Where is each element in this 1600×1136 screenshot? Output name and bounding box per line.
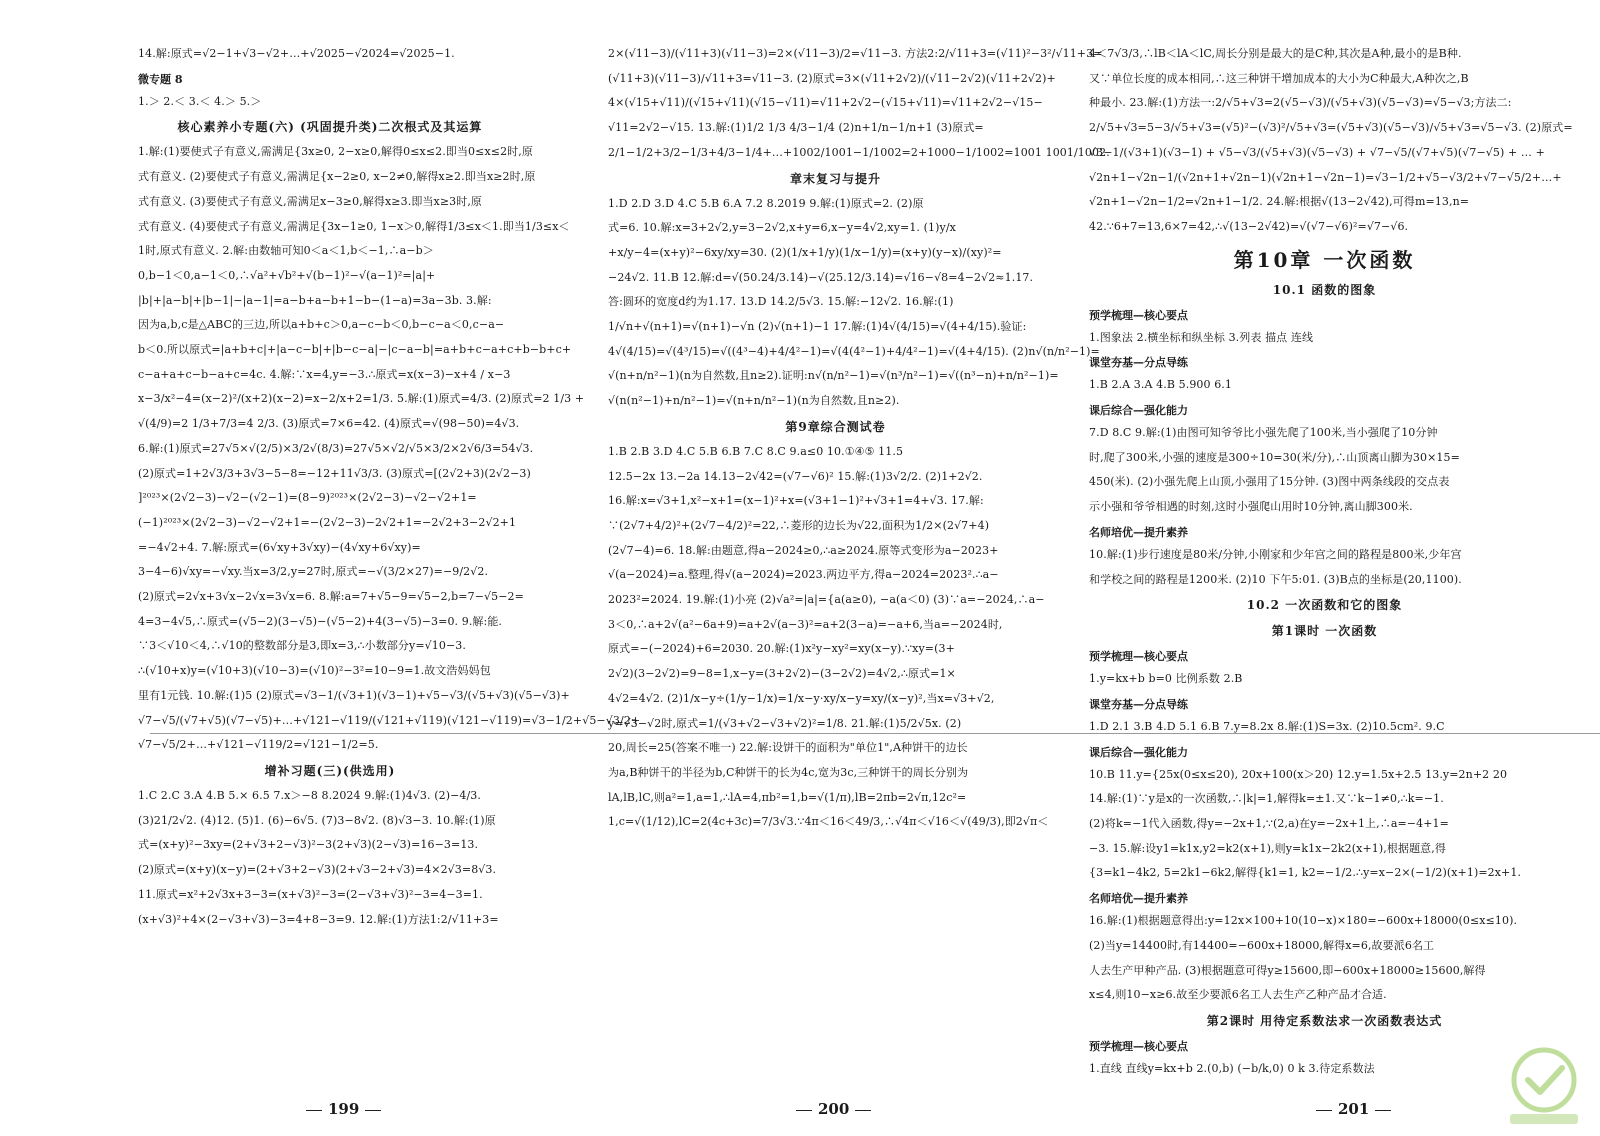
page-number-text: 199	[328, 1100, 360, 1118]
answer-line: lA,lB,lC,则a²=1,a=1,∴lA=4,πb²=1,b=√(1/π),lB=2πb=2√π,12c²=	[608, 790, 967, 804]
lesson-title: 第1课时 一次函数	[1271, 624, 1378, 639]
answer-line: 12.5−2x 13.−2a 14.13−2√42=(√7−√6)² 15.解:(1)3√2/2. (2)1+2√2.	[608, 469, 983, 483]
section-title: 章末复习与提升	[789, 171, 881, 186]
answer-line: √3−1/(√3+1)(√3−1) + √5−√3/(√5+√3)(√5−√3) + √7−√5/(√7+√5)(√7−√5) + … +	[1089, 145, 1545, 159]
column-content	[1089, 46, 1573, 1076]
answer-line: 答:圆环的宽度d约为1.17. 13.D 14.2/5√3. 15.解:−12√2. 16.解:(1)	[608, 295, 954, 309]
answer-line: x≤4,则10−x≥6.故至少要派6名工人去生产乙种产品才合适.	[1089, 988, 1387, 1002]
section-title: 增补习题(三)(供选用)	[264, 763, 396, 778]
answer-line: +x/y−4=(x+y)²−6xy/xy=30. (2)(1/x+1/y)(1/x−1/y)=(x+y)(y−x)/(xy)²=	[608, 245, 1002, 259]
answer-line: 式有意义. (4)要使式子有意义,需满足{3x−1≥0, 1−x＞0,解得1/3≤x＜1.即当1/3≤x＜	[138, 219, 570, 233]
column-content	[138, 46, 641, 1076]
answer-line: 1,c=√(1/12),lC=2(4c+3c)=7/3√3.∵4π＜16＜49/3,∴√4π＜√16＜√(49/3),即2√π＜	[608, 815, 1049, 829]
answer-line: (√11+3)(√11−3)/√11+3=√11−3. (2)原式=3×(√11+2√2)/(√11−2√2)(√11+2√2)+	[608, 71, 1056, 85]
answer-line: 42.∵6+7=13,6×7=42,∴√(13−2√42)=√(√7−√6)²=√7−√6.	[1089, 219, 1409, 233]
dash-decoration	[855, 1110, 871, 1111]
page-number	[1310, 1100, 1397, 1118]
answer-line: 14.解:(1)∵y是x的一次函数,∴|k|=1,解得k=±1.又∵k−1≠0,∴k=−1.	[1089, 792, 1444, 806]
subsection-heading: 预学梳理—核心要点	[1089, 1039, 1188, 1053]
answer-line: (2√7−4)=6. 18.解:由题意,得a−2024≥0,∴a≥2024.原等式变形为a−2023+	[608, 543, 999, 557]
answer-line: x−3/x²−4=(x−2)²/(x+2)(x−2)=x−2/x+2=1/3. 5.解:(1)原式=4/3. (2)原式=2 1/3 +	[138, 392, 585, 406]
page-number-text: 200	[818, 1100, 850, 1118]
section-title: 10.1 函数的图象	[1272, 282, 1377, 297]
answer-line: √2n+1−√2n−1/(√2n+1+√2n−1)(√2n+1−√2n−1)=√3−1/2+√5−√3/2+√7−√5/2+…+	[1089, 170, 1562, 184]
answer-line: 2√2)(3−2√2)=9−8=1,x−y=(3+2√2)−(3−2√2)=4√2,∴原式=1×	[608, 667, 956, 681]
answer-line: 式=(x+y)²−3xy=(2+√3+2−√3)²−3(2+√3)(2−√3)=16−3=13.	[138, 838, 479, 852]
dash-decoration	[1375, 1110, 1391, 1111]
answer-line: 1.B 2.A 3.A 4.B 5.900 6.1	[1089, 378, 1233, 392]
answer-line: (2)原式=1+2√3/3+3√3−5−8=−12+11√3/3. (3)原式=[(2√2+3)(2√2−3)	[138, 466, 531, 480]
mxqe-logo-icon	[1500, 1040, 1588, 1128]
answer-line: (2)将k=−1代入函数,得y=−2x+1,∵(2,a)在y=−2x+1上,∴a=−4+1=	[1089, 817, 1449, 831]
answer-line: 2/1−1/2+3/2−1/3+4/3−1/4+…+1002/1001−1/1002=2+1000−1/1002=1001 1001/1002.	[608, 145, 1110, 159]
subsection-heading: 预学梳理—核心要点	[1089, 650, 1188, 664]
answer-line: √11=2√2−√15. 13.解:(1)1/2 1/3 4/3−1/4 (2)n+1/n−1/n+1 (3)原式=	[608, 121, 984, 135]
answer-line: 14.解:原式=√2−1+√3−√2+…+√2025−√2024=√2025−1.	[138, 47, 455, 60]
page-number	[790, 1100, 877, 1118]
answer-line: =−4√2+4. 7.解:原式=(6√xy+3√xy)−(4√xy+6√xy)=	[138, 540, 421, 554]
page-201	[1075, 0, 1600, 1136]
answer-line: (2)原式=(x+y)(x−y)=(2+√3+2−√3)(2+√3−2+√3)=4×2√3=8√3.	[138, 863, 497, 877]
page-number	[300, 1100, 387, 1118]
page-200	[540, 0, 1110, 1136]
answer-line: 1.D 2.D 3.D 4.C 5.B 6.A 7.2 8.2019 9.解:(1)原式=2. (2)原	[608, 196, 924, 210]
answer-line: 1/√n+√(n+1)=√(n+1)−√n (2)√(n+1)−1 17.解:(1)4√(4/15)=√(4+4/15).验证:	[608, 320, 1027, 334]
answer-line: 4=3−4√5,∴原式=(√5−2)(3−√5)−(√5−2)+4(3−√5)−3=0. 9.解:能.	[138, 614, 503, 628]
answer-line: 原式=−(−2024)+6=2030. 20.解:(1)x²y−xy²=xy(x−y).∵xy=(3+	[608, 642, 955, 656]
answer-line: 和学校之间的路程是1200米. (2)10 下午5:01. (3)B点的坐标是(20,1100).	[1089, 572, 1462, 586]
dash-decoration	[306, 1110, 322, 1111]
answer-line: ]²⁰²³×(2√2−3)−√2−(√2−1)=(8−9)²⁰²³×(2√2−3)−√2−√2+1=	[138, 491, 477, 505]
answer-line: 0,b−1＜0,a−1＜0,∴√a²+√b²+√(b−1)²−√(a−1)²=|a|+	[138, 268, 436, 282]
answer-line: √(4/9)=2 1/3+7/3=4 2/3. (3)原式=7×6=42. (4)原式=√(98−50)=4√3.	[138, 417, 520, 431]
dash-decoration	[365, 1110, 381, 1111]
answer-line: −24√2. 11.B 12.解:d=√(50.24/3.14)−√(25.12/3.14)=√16−√8=4−2√2≈1.17.	[608, 270, 1034, 284]
answer-line: 为a,B种饼干的半径为b,C种饼干的长为4c,宽为3c,三种饼干的周长分别为	[608, 765, 969, 779]
answer-line: √2n+1−√2n−1/2=√2n+1−1/2. 24.解:根据√(13−2√42),可得m=13,n=	[1089, 195, 1470, 209]
answer-line: √(n(n²−1)+n/n²−1)=√(n+n/n²−1)(n为自然数,且n≥2).	[608, 394, 900, 408]
answer-line: 2/√5+√3=5−3/√5+√3=(√5)²−(√3)²/√5+√3=(√5+√3)(√5−√3)/√5+√3=√5−√3. (2)原式=	[1089, 121, 1573, 135]
answer-line: 1.＞ 2.＜ 3.＜ 4.＞ 5.＞	[138, 94, 262, 108]
dash-decoration	[796, 1110, 812, 1111]
section-title: 10.2 一次函数和它的图象	[1246, 598, 1403, 613]
answer-line: 1.y=kx+b b=0 比例系数 2.B	[1089, 672, 1243, 686]
answer-line: 1.图象法 2.横坐标和纵坐标 3.列表 描点 连线	[1089, 330, 1314, 344]
answer-line: √(a−2024)=a.整理,得√(a−2024)=2023.两边平方,得a−2024=2023².∴a−	[608, 568, 999, 582]
answer-line: √7−√5/(√7+√5)(√7−√5)+…+√121−√119/(√121+√119)(√121−√119)=√3−1/2+√5−√3/2+	[138, 713, 641, 727]
answer-line: 4＜7√3/3,∴lB＜lA＜lC,周长分别是最大的是C种,其次是A种,最小的是B种.	[1089, 47, 1462, 60]
answer-line: 11.原式=x²+2√3x+3−3=(x+√3)²−3=(2−√3+√3)²−3=4−3=1.	[138, 887, 483, 901]
answer-line: 式有意义. (3)要使式子有意义,需满足x−3≥0,解得x≥3.即当x≥3时,原	[138, 194, 483, 208]
section-title: 核心素养小专题(六) (巩固提升类)二次根式及其运算	[177, 120, 483, 135]
answer-line: ∵3＜√10＜4,∴√10的整数部分是3,即x=3,∴小数部分y=√10−3.	[138, 639, 466, 653]
answer-line: 1.C 2.C 3.A 4.B 5.× 6.5 7.x＞−8 8.2024 9.解:(1)4√3. (2)−4/3.	[138, 788, 482, 802]
answer-line: 示小强和爷爷相遇的时刻,这时小强爬山用时10分钟,离山脚300米.	[1089, 500, 1413, 514]
answer-line: 16.解:x=√3+1,x²−x+1=(x−1)²+x=(√3+1−1)²+√3+1=4+√3. 17.解:	[608, 494, 984, 508]
answer-line: |b|+|a−b|+|b−1|−|a−1|=a−b+a−b+1−b−(1−a)=3a−3b. 3.解:	[138, 293, 492, 307]
answer-line: 里有1元钱. 10.解:(1)5 (2)原式=√3−1/(√3+1)(√3−1)+√5−√3/(√5+√3)(√5−√3)+	[138, 688, 570, 702]
subsection-heading: 预学梳理—核心要点	[1089, 308, 1188, 322]
answer-line: 10.B 11.y={25x(0≤x≤20), 20x+100(x＞20) 12.y=1.5x+2.5 13.y=2n+2 20	[1089, 767, 1508, 781]
answer-line: 时,爬了300米,小强的速度是300÷10=30(米/分),∴山顶离山脚为30×15=	[1089, 450, 1460, 464]
answer-line: 4√(4/15)=√(4³/15)=√((4³−4)+4/4²−1)=√(4(4²−1)+4/4²−1)=√(4+4/15). (2)n√(n/n²−1)=	[608, 344, 1100, 358]
answer-line: y=√3−√2时,原式=1/(√3+√2−√3+√2)²=1/8. 21.解:(1)5/2√5x. (2)	[608, 716, 962, 730]
answer-line: √(n+n/n²−1)(n为自然数,且n≥2).证明:n√(n/n²−1)=√(n³/n²−1)=√((n³−n)+n/n²−1)=	[608, 369, 1059, 383]
answer-line: 又∵单位长度的成本相同,∴这三种饼干增加成本的大小为C种最大,A种次之,B	[1089, 71, 1469, 85]
page-199	[0, 0, 641, 1136]
dash-decoration	[1316, 1110, 1332, 1111]
answer-line: 2023²=2024. 19.解:(1)小亮 (2)√a²=|a|={a(a≥0), −a(a＜0) (3)∵a=−2024,∴a−	[608, 593, 1045, 607]
answer-line: −3. 15.解:设y1=k1x,y2=k2(x+1),则y=k1x−2k2(x+1),根据题意,得	[1089, 841, 1446, 855]
answer-line: 6.解:(1)原式=27√5×√(2/5)×3/2√(8/3)=27√5×√2/√5×3/2×2√6/3=54√3.	[138, 441, 534, 455]
answer-line: b＜0.所以原式=|a+b+c|+|a−c−b|+|b−c−a|−|c−a−b|=a+b+c−a+c+b−b+c+	[138, 343, 572, 357]
answer-line: 人去生产甲种产品. (3)根据题意可得y≥15600,即−600x+18000≥15600,解得	[1089, 963, 1486, 977]
answer-line: 1.解:(1)要使式子有意义,需满足{3x≥0, 2−x≥0,解得0≤x≤2.即当0≤x≤2时,原	[138, 145, 533, 159]
subsection-heading: 课堂夯基—分点导练	[1089, 356, 1188, 370]
answer-line: 10.解:(1)步行速度是80米/分钟,小刚家和少年宫之间的路程是800米,少年宫	[1089, 547, 1462, 561]
answer-line: (2)原式=2√x+3√x−2√x=3√x=6. 8.解:a=7+√5−9=√5−2,b=7−√5−2=	[138, 590, 524, 604]
chapter-title: 第10章 一次函数	[1233, 247, 1416, 272]
subsection-heading: 名师培优—提升素养	[1089, 525, 1188, 539]
answer-line: 1.直线 直线y=kx+b 2.(0,b) (−b/k,0) 0 k 3.待定系数法	[1089, 1061, 1375, 1075]
section-title: 第9章综合测试卷	[785, 419, 886, 434]
answer-line: (−1)²⁰²³×(2√2−3)−√2−√2+1=−(2√2−3)−2√2+1=−2√2+3−2√2+1	[138, 515, 517, 529]
answer-line: ∴(√10+x)y=(√10+3)(√10−3)=(√10)²−3²=10−9=1.故文浩妈妈包	[138, 664, 491, 678]
subsection-heading: 课后综合—强化能力	[1089, 745, 1188, 759]
answer-line: 1.D 2.1 3.B 4.D 5.1 6.B 7.y=8.2x 8.解:(1)S=3x. (2)10.5cm². 9.C	[1089, 719, 1445, 733]
answer-line: c−a+a+c−b−a+c=4c. 4.解:∵x=4,y=−3.∴原式=x(x−3)−x+4 / x−3	[138, 367, 511, 381]
answer-line: 3−4−6)√xy=−√xy.当x=3/2,y=27时,原式=−√(3/2×27)=−9/2√2.	[138, 565, 489, 579]
answer-line: 2×(√11−3)/(√11+3)(√11−3)=2×(√11−3)/2=√11−3. 方法2:2/√11+3=(√11)²−3²/√11+3=	[608, 47, 1103, 60]
answer-line: 4√2=4√2. (2)1/x−y÷(1/y−1/x)=1/x−y·xy/x−y=xy/(x−y)²,当x=√3+√2,	[608, 691, 995, 705]
answer-line: {3=k1−4k2, 5=2k1−6k2,解得{k1=1, k2=−1/2.∴y=x−2×(−1/2)(x+1)=2x+1.	[1089, 866, 1522, 880]
answer-line: 式=6. 10.解:x=3+2√2,y=3−2√2,x+y=6,x−y=4√2,xy=1. (1)y/x	[608, 221, 956, 235]
answer-line: 7.D 8.C 9.解:(1)由图可知爷爷比小强先爬了100米,当小强爬了10分钟	[1089, 426, 1438, 440]
answer-line: 1.B 2.B 3.D 4.C 5.B 6.B 7.C 8.C 9.a≤0 10.①④⑤ 11.5	[608, 444, 904, 458]
subsection-heading: 课堂夯基—分点导练	[1089, 697, 1188, 711]
column-content	[608, 46, 1110, 1076]
answer-line: 种最小. 23.解:(1)方法一:2/√5+√3=2(√5−√3)/(√5+√3)(√5−√3)=√5−√3;方法二:	[1089, 96, 1512, 110]
subsection-heading: 名师培优—提升素养	[1089, 892, 1188, 906]
answer-line: 3＜0,∴a+2√(a²−6a+9)=a+2√(a−3)²=a+2(3−a)=−a+6,当a=−2024时,	[608, 617, 1003, 631]
answer-line: √7−√5/2+…+√121−√119/2=√121−1/2=5.	[138, 738, 379, 752]
answer-line: 20,周长=25(答案不唯一) 22.解:设饼干的面积为"单位1",A种饼干的边长	[608, 741, 968, 755]
page-number-text: 201	[1338, 1100, 1370, 1118]
answer-line: 16.解:(1)根据题意得出:y=12x×100+10(10−x)×180=−600x+18000(0≤x≤10).	[1089, 914, 1518, 928]
answer-line: 因为a,b,c是△ABC的三边,所以a+b+c＞0,a−c−b＜0,b−c−a＜0,c−a−	[138, 318, 505, 332]
answer-line: (2)当y=14400时,有14400=−600x+18000,解得x=6,故要派6名工	[1089, 938, 1435, 952]
answer-line: (3)21/2√2. (4)12. (5)1. (6)−6√5. (7)3−8√2. (8)√3−3. 10.解:(1)原	[138, 813, 496, 827]
answer-line: 1时,原式有意义. 2.解:由数轴可知0＜a＜1,b＜−1,∴a−b＞	[138, 244, 434, 258]
answer-line: 450(米). (2)小强先爬上山顶,小强用了15分钟. (3)图中两条线段的交点表	[1089, 475, 1450, 489]
answer-line: (x+√3)²+4×(2−√3+√3)−3=4+8−3=9. 12.解:(1)方法1:2/√11+3=	[138, 912, 499, 926]
answer-line: 4×(√15+√11)/(√15+√11)(√15−√11)=√11+2√2−(√15+√11)=√11+2√2−√15−	[608, 96, 1043, 110]
lesson-title: 第2课时 用待定系数法求一次函数表达式	[1206, 1013, 1443, 1028]
section-heading: 微专题 8	[138, 72, 183, 86]
answer-line: ∵(2√7+4/2)²+(2√7−4/2)²=22,∴菱形的边长为√22,面积为1/2×(2√7+4)	[608, 518, 990, 532]
subsection-heading: 课后综合—强化能力	[1089, 404, 1188, 418]
answer-line: 式有意义. (2)要使式子有意义,需满足{x−2≥0, x−2≠0,解得x≥2.即当x≥2时,原	[138, 170, 536, 184]
